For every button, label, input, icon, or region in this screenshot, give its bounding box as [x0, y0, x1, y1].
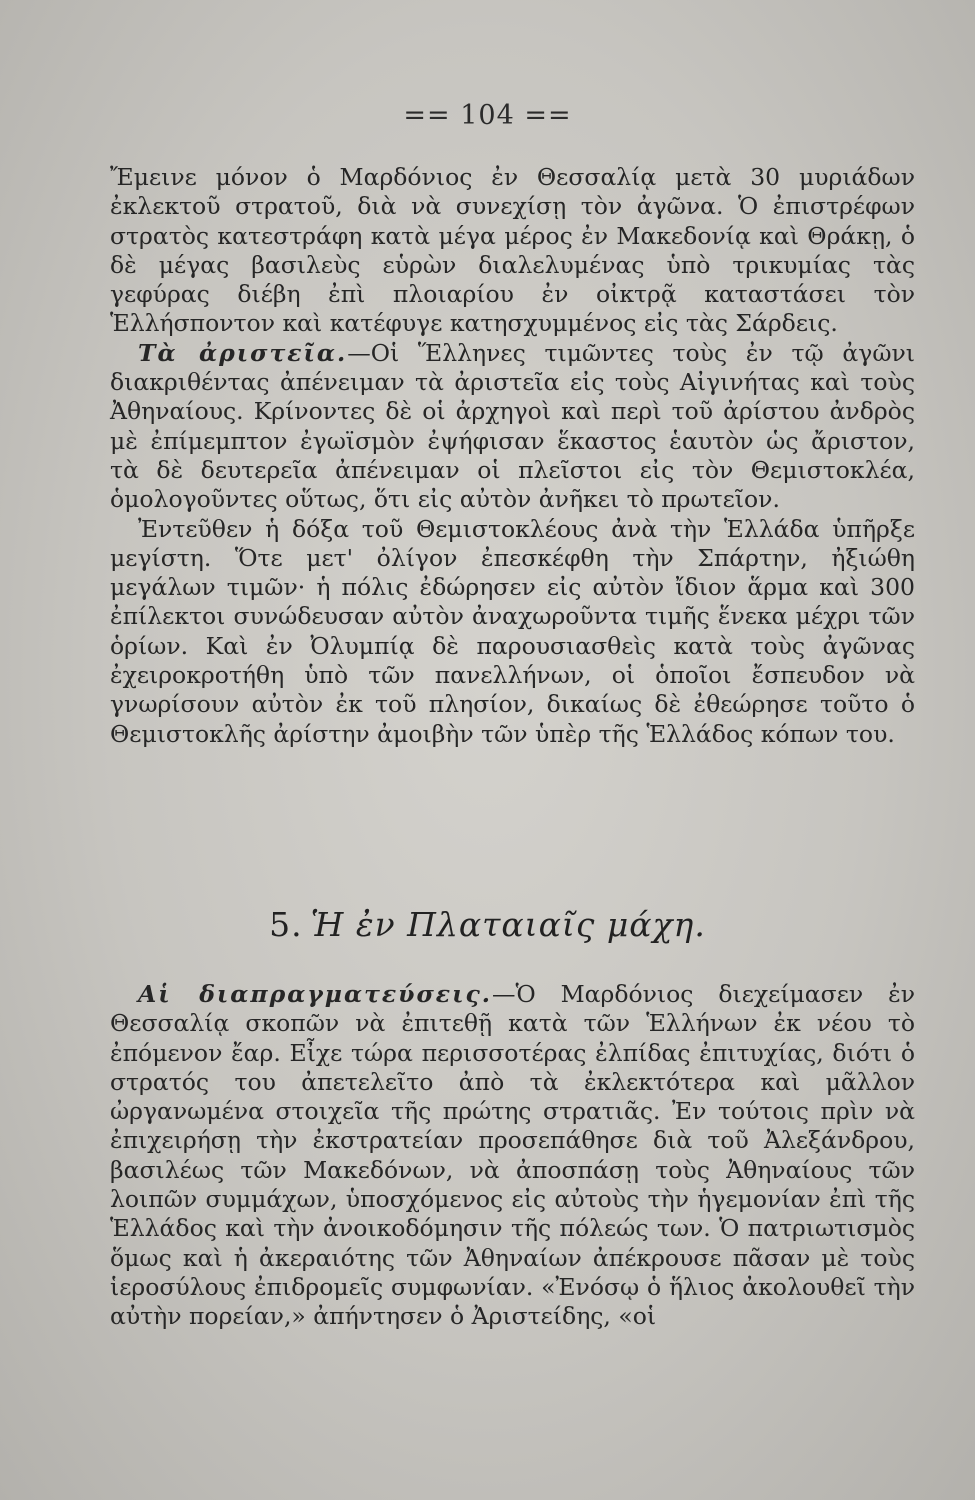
paragraph-1-text: Ἔμεινε μόνον ὁ Μαρδόνιος ἐν Θεσσαλίᾳ μετὰ 30 μυριάδων ἐκλεκτοῦ στρατοῦ, διὰ νὰ συνεχίσῃ τὸν ἀγῶνα. Ὁ ἐπιστρέφων στρατὸς κατεστράφη κατὰ μέγα μέρος ἐν Μακεδονίᾳ καὶ Θράκῃ, ὁ δὲ μέγας βασιλεὺς εὑρὼν διαλελυμένας ὑπὸ τρικυμίας τὰς γεφύρας διέβη ἐπὶ πλοιαρίου ἐν οἰκτρᾷ καταστάσει τὸν Ἑλλήσποντον καὶ κατέφυγε κατησχυμμένος εἰς τὰς Σάρδεις.	[110, 163, 915, 338]
text-block-top	[110, 163, 915, 749]
chapter-title: Ἡ ἐν Πλαταιαῖς μάχη.	[310, 905, 706, 944]
paragraph-2-text: —Οἱ Ἕλληνες τιμῶντες τοὺς ἐν τῷ ἀγῶνι διακριθέντας ἀπένειμαν τὰ ἀριστεῖα εἰς τοὺς Αἰγινήτας καὶ τοὺς Ἀθηναίους. Κρίνοντες δὲ οἱ ἀρχηγοὶ καὶ περὶ τοῦ ἀρίστου ἀνδρὸς μὲ ἐπίμεμπτον ἐγωϊσμὸν ἐψήφισαν ἕκαστος ἑαυτὸν ὡς ἄριστον, τὰ δὲ δευτερεῖα ἀπένειμαν οἱ πλεῖστοι εἰς τὸν Θεμιστοκλέα, ὁμολογοῦντες οὕτως, ὅτι εἰς αὐτὸν ἀνῆκει τὸ πρωτεῖον.	[110, 338, 915, 514]
page-number: == 104 ==	[403, 100, 572, 131]
text-block-bottom	[110, 980, 915, 1332]
paragraph-2	[110, 339, 915, 515]
paragraph-3	[110, 515, 915, 749]
paragraph-3-text: Ἐντεῦθεν ἡ δόξα τοῦ Θεμιστοκλέους ἀνὰ τὴν Ἑλλάδα ὑπῆρξε μεγίστη. Ὅτε μετ' ὀλίγον ἐπεσκέφθη τὴν Σπάρτην, ἠξιώθη μεγάλων τιμῶν· ἡ πόλις ἐδώρησεν εἰς αὐτὸν ἴδιον ἅρμα καὶ 300 ἐπίλεκτοι συνώδευσαν αὐτὸν ἀναχωροῦντα τιμῆς ἕνεκα μέχρι τῶν ὁρίων. Καὶ ἐν Ὀλυμπίᾳ δὲ παρουσιασθεὶς κατὰ τοὺς ἀγῶνας ἐχειροκροτήθη ὑπὸ τῶν πανελλήνων, οἱ ὁποῖοι ἔσπευδον νὰ γνωρίσουν αὐτὸν ἐκ τοῦ πλησίον, δικαίως δὲ ἐθεώρησε τοῦτο ὁ Θεμιστοκλῆς ἀρίστην ἀμοιβὴν τῶν ὑπὲρ τῆς Ἑλλάδος κόπων του.	[110, 514, 915, 748]
paragraph-4	[110, 980, 915, 1332]
paragraph-1	[110, 163, 915, 339]
chapter-number: 5.	[269, 905, 303, 944]
chapter-heading	[0, 905, 975, 944]
paragraph-2-heading: Τὰ ἀριστεῖα.	[138, 338, 348, 367]
paragraph-4-text: —Ὁ Μαρδόνιος διεχείμασεν ἐν Θεσσαλίᾳ σκοπῶν νὰ ἐπιτεθῇ κατὰ τῶν Ἑλλήνων ἐκ νέου τὸ ἐπόμενον ἔαρ. Εἶχε τώρα περισσοτέρας ἐλπίδας ἐπιτυχίας, διότι ὁ στρατός του ἀπετελεῖτο ἀπὸ τὰ ἐκλεκτότερα καὶ μᾶλλον ὠργανωμένα στοιχεῖα τῆς πρώτης στρατιᾶς. Ἐν τούτοις πρὶν νὰ ἐπιχειρήσῃ τὴν ἐκστρατείαν προσεπάθησε διὰ τοῦ Ἀλεξάνδρου, βασιλέως τῶν Μακεδόνων, νὰ ἀποσπάσῃ τοὺς Ἀθηναίους τῶν λοιπῶν συμμάχων, ὑποσχόμενος εἰς αὐτοὺς τὴν ἡγεμονίαν ἐπὶ τῆς Ἑλλάδος καὶ τὴν ἀνοικοδόμησιν τῆς πόλεώς των. Ὁ πατριωτισμὸς ὅμως καὶ ἡ ἀκεραιότης τῶν Ἀθηναίων ἀπέκρουσε πᾶσαν μὲ τοὺς ἱεροσύλους ἐπιδρομεῖς συμφωνίαν. «Ἐνόσῳ ὁ ἥλιος ἀκολουθεῖ τὴν αὐτὴν πορείαν,» ἀπήντησεν ὁ Ἀριστείδης, «οἱ	[110, 980, 915, 1331]
paragraph-4-heading: Αἱ διαπραγματεύσεις.	[138, 980, 492, 1008]
